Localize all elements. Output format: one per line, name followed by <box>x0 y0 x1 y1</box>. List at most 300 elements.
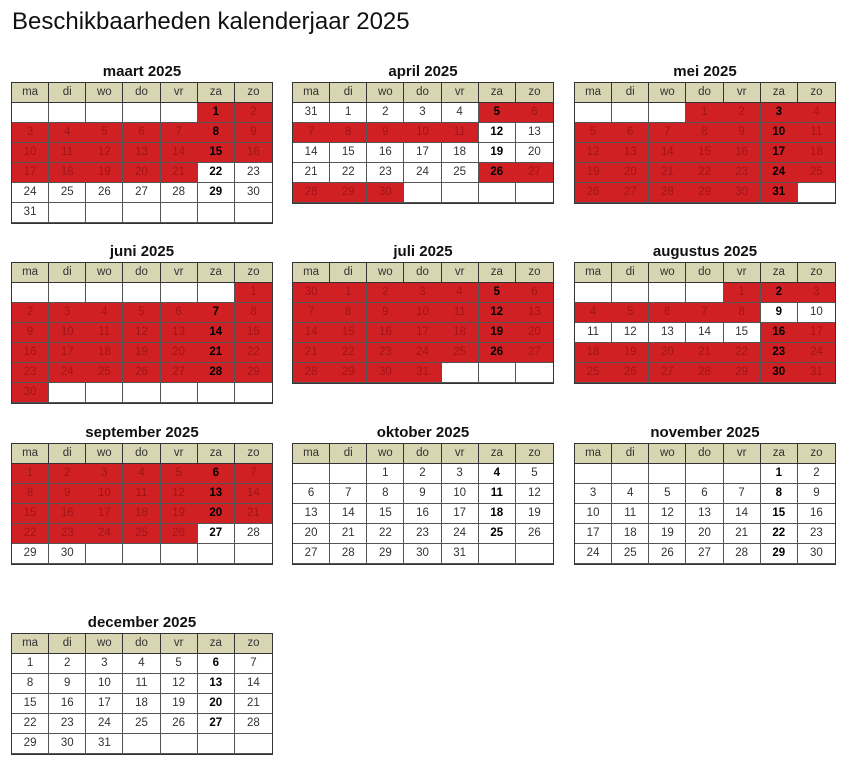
booked-day-cell[interactable]: 26 <box>479 343 516 363</box>
available-day-cell[interactable]: 20 <box>516 143 553 163</box>
available-day-cell[interactable]: 9 <box>404 484 441 504</box>
available-day-cell[interactable]: 26 <box>516 524 553 544</box>
available-day-cell[interactable]: 23 <box>404 524 441 544</box>
available-day-cell[interactable]: 22 <box>367 524 404 544</box>
booked-day-cell[interactable]: 5 <box>161 464 198 484</box>
available-day-cell[interactable]: 31 <box>12 203 49 223</box>
booked-day-cell[interactable]: 20 <box>612 163 649 183</box>
booked-day-cell[interactable]: 22 <box>12 524 49 544</box>
available-day-cell[interactable]: 8 <box>367 484 404 504</box>
available-day-cell[interactable]: 30 <box>49 734 86 754</box>
available-day-cell[interactable]: 29 <box>367 544 404 564</box>
booked-day-cell[interactable]: 11 <box>86 323 123 343</box>
available-day-cell[interactable]: 17 <box>86 694 123 714</box>
available-day-cell[interactable]: 18 <box>123 694 160 714</box>
booked-day-cell[interactable]: 7 <box>649 123 686 143</box>
booked-day-cell[interactable]: 7 <box>686 303 723 323</box>
booked-day-cell[interactable]: 8 <box>198 123 235 143</box>
available-day-cell[interactable]: 4 <box>612 484 649 504</box>
booked-day-cell[interactable]: 22 <box>330 343 367 363</box>
booked-day-cell[interactable]: 15 <box>235 323 272 343</box>
available-day-cell[interactable]: 21 <box>724 524 761 544</box>
available-day-cell[interactable]: 21 <box>235 694 272 714</box>
available-day-cell[interactable]: 13 <box>686 504 723 524</box>
available-day-cell[interactable]: 15 <box>367 504 404 524</box>
booked-day-cell[interactable]: 12 <box>575 143 612 163</box>
available-day-cell[interactable]: 25 <box>442 163 479 183</box>
available-day-cell[interactable]: 25 <box>479 524 516 544</box>
available-day-cell[interactable]: 11 <box>123 674 160 694</box>
available-day-cell[interactable]: 9 <box>798 484 835 504</box>
booked-day-cell[interactable]: 6 <box>516 103 553 123</box>
available-day-cell[interactable]: 10 <box>442 484 479 504</box>
booked-day-cell[interactable]: 17 <box>798 323 835 343</box>
booked-day-cell[interactable]: 15 <box>198 143 235 163</box>
booked-day-cell[interactable]: 18 <box>123 504 160 524</box>
booked-day-cell[interactable]: 9 <box>12 323 49 343</box>
booked-day-cell[interactable]: 6 <box>123 123 160 143</box>
booked-day-cell[interactable]: 16 <box>761 323 798 343</box>
booked-day-cell[interactable]: 3 <box>86 464 123 484</box>
booked-day-cell[interactable]: 13 <box>123 143 160 163</box>
booked-day-cell[interactable]: 12 <box>123 323 160 343</box>
booked-day-cell[interactable]: 21 <box>686 343 723 363</box>
booked-day-cell[interactable]: 19 <box>86 163 123 183</box>
available-day-cell[interactable]: 23 <box>798 524 835 544</box>
available-day-cell[interactable]: 15 <box>761 504 798 524</box>
booked-day-cell[interactable]: 3 <box>761 103 798 123</box>
available-day-cell[interactable]: 9 <box>761 303 798 323</box>
booked-day-cell[interactable]: 13 <box>516 303 553 323</box>
booked-day-cell[interactable]: 31 <box>761 183 798 203</box>
booked-day-cell[interactable]: 27 <box>516 343 553 363</box>
booked-day-cell[interactable]: 18 <box>575 343 612 363</box>
available-day-cell[interactable]: 3 <box>86 654 123 674</box>
available-day-cell[interactable]: 19 <box>479 143 516 163</box>
booked-day-cell[interactable]: 26 <box>161 524 198 544</box>
booked-day-cell[interactable]: 24 <box>798 343 835 363</box>
available-day-cell[interactable]: 18 <box>479 504 516 524</box>
booked-day-cell[interactable]: 4 <box>442 283 479 303</box>
booked-day-cell[interactable]: 15 <box>12 504 49 524</box>
available-day-cell[interactable]: 25 <box>123 714 160 734</box>
booked-day-cell[interactable]: 10 <box>12 143 49 163</box>
available-day-cell[interactable]: 18 <box>612 524 649 544</box>
booked-day-cell[interactable]: 4 <box>49 123 86 143</box>
available-day-cell[interactable]: 13 <box>649 323 686 343</box>
available-day-cell[interactable]: 7 <box>330 484 367 504</box>
available-day-cell[interactable]: 4 <box>123 654 160 674</box>
available-day-cell[interactable]: 16 <box>404 504 441 524</box>
booked-day-cell[interactable]: 28 <box>293 183 330 203</box>
booked-day-cell[interactable]: 25 <box>798 163 835 183</box>
booked-day-cell[interactable]: 4 <box>86 303 123 323</box>
available-day-cell[interactable]: 28 <box>724 544 761 564</box>
booked-day-cell[interactable]: 21 <box>293 343 330 363</box>
booked-day-cell[interactable]: 27 <box>516 163 553 183</box>
booked-day-cell[interactable]: 14 <box>161 143 198 163</box>
available-day-cell[interactable]: 26 <box>86 183 123 203</box>
booked-day-cell[interactable]: 21 <box>198 343 235 363</box>
available-day-cell[interactable]: 10 <box>575 504 612 524</box>
booked-day-cell[interactable]: 10 <box>49 323 86 343</box>
available-day-cell[interactable]: 6 <box>198 654 235 674</box>
available-day-cell[interactable]: 21 <box>293 163 330 183</box>
available-day-cell[interactable]: 25 <box>612 544 649 564</box>
booked-day-cell[interactable]: 23 <box>49 524 86 544</box>
booked-day-cell[interactable]: 2 <box>12 303 49 323</box>
available-day-cell[interactable]: 12 <box>612 323 649 343</box>
available-day-cell[interactable]: 24 <box>404 163 441 183</box>
booked-day-cell[interactable]: 20 <box>198 504 235 524</box>
booked-day-cell[interactable]: 5 <box>479 283 516 303</box>
booked-day-cell[interactable]: 3 <box>404 283 441 303</box>
booked-day-cell[interactable]: 9 <box>235 123 272 143</box>
booked-day-cell[interactable]: 13 <box>161 323 198 343</box>
booked-day-cell[interactable]: 17 <box>761 143 798 163</box>
available-day-cell[interactable]: 14 <box>724 504 761 524</box>
available-day-cell[interactable]: 1 <box>367 464 404 484</box>
available-day-cell[interactable]: 23 <box>367 163 404 183</box>
available-day-cell[interactable]: 22 <box>330 163 367 183</box>
booked-day-cell[interactable]: 3 <box>49 303 86 323</box>
available-day-cell[interactable]: 28 <box>330 544 367 564</box>
booked-day-cell[interactable]: 13 <box>198 484 235 504</box>
available-day-cell[interactable]: 22 <box>198 163 235 183</box>
booked-day-cell[interactable]: 8 <box>12 484 49 504</box>
booked-day-cell[interactable]: 16 <box>49 504 86 524</box>
booked-day-cell[interactable]: 14 <box>198 323 235 343</box>
booked-day-cell[interactable]: 14 <box>293 323 330 343</box>
booked-day-cell[interactable]: 18 <box>86 343 123 363</box>
booked-day-cell[interactable]: 25 <box>86 363 123 383</box>
booked-day-cell[interactable]: 16 <box>724 143 761 163</box>
booked-day-cell[interactable]: 15 <box>330 323 367 343</box>
booked-day-cell[interactable]: 11 <box>442 123 479 143</box>
available-day-cell[interactable]: 26 <box>649 544 686 564</box>
booked-day-cell[interactable]: 18 <box>798 143 835 163</box>
booked-day-cell[interactable]: 21 <box>235 504 272 524</box>
booked-day-cell[interactable]: 15 <box>686 143 723 163</box>
booked-day-cell[interactable]: 12 <box>86 143 123 163</box>
available-day-cell[interactable]: 26 <box>161 714 198 734</box>
available-day-cell[interactable]: 9 <box>49 674 86 694</box>
booked-day-cell[interactable]: 25 <box>442 343 479 363</box>
booked-day-cell[interactable]: 19 <box>123 343 160 363</box>
booked-day-cell[interactable]: 1 <box>330 283 367 303</box>
booked-day-cell[interactable]: 1 <box>686 103 723 123</box>
booked-day-cell[interactable]: 17 <box>49 343 86 363</box>
available-day-cell[interactable]: 19 <box>516 504 553 524</box>
booked-day-cell[interactable]: 6 <box>516 283 553 303</box>
booked-day-cell[interactable]: 19 <box>479 323 516 343</box>
booked-day-cell[interactable]: 21 <box>649 163 686 183</box>
available-day-cell[interactable]: 24 <box>86 714 123 734</box>
available-day-cell[interactable]: 5 <box>161 654 198 674</box>
booked-day-cell[interactable]: 5 <box>86 123 123 143</box>
booked-day-cell[interactable]: 16 <box>367 323 404 343</box>
available-day-cell[interactable]: 17 <box>404 143 441 163</box>
available-day-cell[interactable]: 27 <box>686 544 723 564</box>
available-day-cell[interactable]: 8 <box>761 484 798 504</box>
booked-day-cell[interactable]: 27 <box>612 183 649 203</box>
available-day-cell[interactable]: 14 <box>686 323 723 343</box>
available-day-cell[interactable]: 20 <box>198 694 235 714</box>
booked-day-cell[interactable]: 1 <box>12 464 49 484</box>
booked-day-cell[interactable]: 2 <box>761 283 798 303</box>
booked-day-cell[interactable]: 5 <box>123 303 160 323</box>
booked-day-cell[interactable]: 8 <box>724 303 761 323</box>
available-day-cell[interactable]: 30 <box>798 544 835 564</box>
booked-day-cell[interactable]: 6 <box>161 303 198 323</box>
booked-day-cell[interactable]: 5 <box>575 123 612 143</box>
booked-day-cell[interactable]: 23 <box>724 163 761 183</box>
available-day-cell[interactable]: 10 <box>86 674 123 694</box>
booked-day-cell[interactable]: 17 <box>12 163 49 183</box>
booked-day-cell[interactable]: 10 <box>761 123 798 143</box>
booked-day-cell[interactable]: 8 <box>235 303 272 323</box>
available-day-cell[interactable]: 11 <box>612 504 649 524</box>
booked-day-cell[interactable]: 28 <box>686 363 723 383</box>
booked-day-cell[interactable]: 29 <box>235 363 272 383</box>
booked-day-cell[interactable]: 17 <box>86 504 123 524</box>
booked-day-cell[interactable]: 13 <box>612 143 649 163</box>
booked-day-cell[interactable]: 24 <box>761 163 798 183</box>
available-day-cell[interactable]: 22 <box>12 714 49 734</box>
available-day-cell[interactable]: 18 <box>442 143 479 163</box>
available-day-cell[interactable]: 30 <box>404 544 441 564</box>
available-day-cell[interactable]: 1 <box>12 654 49 674</box>
available-day-cell[interactable]: 28 <box>235 714 272 734</box>
booked-day-cell[interactable]: 10 <box>86 484 123 504</box>
available-day-cell[interactable]: 29 <box>12 544 49 564</box>
booked-day-cell[interactable]: 12 <box>161 484 198 504</box>
available-day-cell[interactable]: 12 <box>479 123 516 143</box>
available-day-cell[interactable]: 4 <box>479 464 516 484</box>
booked-day-cell[interactable]: 28 <box>198 363 235 383</box>
available-day-cell[interactable]: 21 <box>330 524 367 544</box>
booked-day-cell[interactable]: 31 <box>798 363 835 383</box>
available-day-cell[interactable]: 8 <box>12 674 49 694</box>
booked-day-cell[interactable]: 1 <box>235 283 272 303</box>
available-day-cell[interactable]: 14 <box>330 504 367 524</box>
available-day-cell[interactable]: 6 <box>293 484 330 504</box>
booked-day-cell[interactable]: 9 <box>724 123 761 143</box>
available-day-cell[interactable]: 28 <box>161 183 198 203</box>
booked-day-cell[interactable]: 7 <box>293 123 330 143</box>
booked-day-cell[interactable]: 8 <box>330 303 367 323</box>
available-day-cell[interactable]: 13 <box>293 504 330 524</box>
booked-day-cell[interactable]: 25 <box>575 363 612 383</box>
available-day-cell[interactable]: 7 <box>235 654 272 674</box>
available-day-cell[interactable]: 19 <box>649 524 686 544</box>
available-day-cell[interactable]: 28 <box>235 524 272 544</box>
available-day-cell[interactable]: 5 <box>516 464 553 484</box>
available-day-cell[interactable]: 3 <box>404 103 441 123</box>
available-day-cell[interactable]: 12 <box>516 484 553 504</box>
booked-day-cell[interactable]: 23 <box>367 343 404 363</box>
booked-day-cell[interactable]: 5 <box>479 103 516 123</box>
booked-day-cell[interactable]: 28 <box>649 183 686 203</box>
booked-day-cell[interactable]: 24 <box>404 343 441 363</box>
booked-day-cell[interactable]: 20 <box>161 343 198 363</box>
booked-day-cell[interactable]: 7 <box>235 464 272 484</box>
booked-day-cell[interactable]: 27 <box>161 363 198 383</box>
booked-day-cell[interactable]: 30 <box>12 383 49 403</box>
available-day-cell[interactable]: 6 <box>686 484 723 504</box>
available-day-cell[interactable]: 3 <box>575 484 612 504</box>
available-day-cell[interactable]: 12 <box>649 504 686 524</box>
available-day-cell[interactable]: 27 <box>198 714 235 734</box>
booked-day-cell[interactable]: 3 <box>798 283 835 303</box>
booked-day-cell[interactable]: 4 <box>575 303 612 323</box>
booked-day-cell[interactable]: 26 <box>612 363 649 383</box>
booked-day-cell[interactable]: 11 <box>49 143 86 163</box>
booked-day-cell[interactable]: 20 <box>123 163 160 183</box>
booked-day-cell[interactable]: 8 <box>330 123 367 143</box>
booked-day-cell[interactable]: 20 <box>649 343 686 363</box>
booked-day-cell[interactable]: 9 <box>367 123 404 143</box>
booked-day-cell[interactable]: 6 <box>198 464 235 484</box>
available-day-cell[interactable]: 16 <box>367 143 404 163</box>
booked-day-cell[interactable]: 31 <box>404 363 441 383</box>
available-day-cell[interactable]: 31 <box>86 734 123 754</box>
booked-day-cell[interactable]: 2 <box>49 464 86 484</box>
booked-day-cell[interactable]: 26 <box>575 183 612 203</box>
booked-day-cell[interactable]: 29 <box>330 363 367 383</box>
booked-day-cell[interactable]: 18 <box>442 323 479 343</box>
available-day-cell[interactable]: 2 <box>404 464 441 484</box>
booked-day-cell[interactable]: 21 <box>161 163 198 183</box>
available-day-cell[interactable]: 31 <box>442 544 479 564</box>
available-day-cell[interactable]: 1 <box>330 103 367 123</box>
booked-day-cell[interactable]: 8 <box>686 123 723 143</box>
available-day-cell[interactable]: 4 <box>442 103 479 123</box>
booked-day-cell[interactable]: 14 <box>649 143 686 163</box>
available-day-cell[interactable]: 13 <box>516 123 553 143</box>
available-day-cell[interactable]: 31 <box>293 103 330 123</box>
booked-day-cell[interactable]: 24 <box>49 363 86 383</box>
available-day-cell[interactable]: 23 <box>235 163 272 183</box>
available-day-cell[interactable]: 24 <box>12 183 49 203</box>
booked-day-cell[interactable]: 18 <box>49 163 86 183</box>
available-day-cell[interactable]: 12 <box>161 674 198 694</box>
booked-day-cell[interactable]: 6 <box>649 303 686 323</box>
available-day-cell[interactable]: 13 <box>198 674 235 694</box>
booked-day-cell[interactable]: 7 <box>198 303 235 323</box>
booked-day-cell[interactable]: 1 <box>724 283 761 303</box>
available-day-cell[interactable]: 29 <box>12 734 49 754</box>
booked-day-cell[interactable]: 19 <box>612 343 649 363</box>
available-day-cell[interactable]: 15 <box>724 323 761 343</box>
booked-day-cell[interactable]: 2 <box>235 103 272 123</box>
available-day-cell[interactable]: 3 <box>442 464 479 484</box>
booked-day-cell[interactable]: 11 <box>123 484 160 504</box>
booked-day-cell[interactable]: 26 <box>123 363 160 383</box>
available-day-cell[interactable]: 27 <box>198 524 235 544</box>
booked-day-cell[interactable]: 23 <box>761 343 798 363</box>
booked-day-cell[interactable]: 6 <box>612 123 649 143</box>
booked-day-cell[interactable]: 30 <box>367 183 404 203</box>
available-day-cell[interactable]: 1 <box>761 464 798 484</box>
available-day-cell[interactable]: 2 <box>367 103 404 123</box>
available-day-cell[interactable]: 20 <box>686 524 723 544</box>
available-day-cell[interactable]: 24 <box>442 524 479 544</box>
available-day-cell[interactable]: 10 <box>798 303 835 323</box>
booked-day-cell[interactable]: 26 <box>479 163 516 183</box>
booked-day-cell[interactable]: 30 <box>724 183 761 203</box>
booked-day-cell[interactable]: 30 <box>293 283 330 303</box>
booked-day-cell[interactable]: 30 <box>761 363 798 383</box>
booked-day-cell[interactable]: 29 <box>724 363 761 383</box>
booked-day-cell[interactable]: 19 <box>161 504 198 524</box>
booked-day-cell[interactable]: 9 <box>367 303 404 323</box>
available-day-cell[interactable]: 15 <box>12 694 49 714</box>
booked-day-cell[interactable]: 10 <box>404 123 441 143</box>
booked-day-cell[interactable]: 23 <box>12 363 49 383</box>
available-day-cell[interactable]: 2 <box>798 464 835 484</box>
booked-day-cell[interactable]: 3 <box>12 123 49 143</box>
booked-day-cell[interactable]: 29 <box>330 183 367 203</box>
booked-day-cell[interactable]: 14 <box>235 484 272 504</box>
booked-day-cell[interactable]: 16 <box>235 143 272 163</box>
booked-day-cell[interactable]: 4 <box>798 103 835 123</box>
available-day-cell[interactable]: 30 <box>235 183 272 203</box>
booked-day-cell[interactable]: 1 <box>198 103 235 123</box>
booked-day-cell[interactable]: 27 <box>649 363 686 383</box>
available-day-cell[interactable]: 15 <box>330 143 367 163</box>
available-day-cell[interactable]: 16 <box>49 694 86 714</box>
booked-day-cell[interactable]: 28 <box>293 363 330 383</box>
booked-day-cell[interactable]: 22 <box>724 343 761 363</box>
booked-day-cell[interactable]: 10 <box>404 303 441 323</box>
booked-day-cell[interactable]: 25 <box>123 524 160 544</box>
booked-day-cell[interactable]: 2 <box>367 283 404 303</box>
available-day-cell[interactable]: 19 <box>161 694 198 714</box>
booked-day-cell[interactable]: 17 <box>404 323 441 343</box>
available-day-cell[interactable]: 17 <box>575 524 612 544</box>
booked-day-cell[interactable]: 11 <box>798 123 835 143</box>
booked-day-cell[interactable]: 12 <box>479 303 516 323</box>
booked-day-cell[interactable]: 4 <box>123 464 160 484</box>
available-day-cell[interactable]: 17 <box>442 504 479 524</box>
available-day-cell[interactable]: 24 <box>575 544 612 564</box>
booked-day-cell[interactable]: 16 <box>12 343 49 363</box>
available-day-cell[interactable]: 23 <box>49 714 86 734</box>
booked-day-cell[interactable]: 22 <box>686 163 723 183</box>
available-day-cell[interactable]: 22 <box>761 524 798 544</box>
available-day-cell[interactable]: 14 <box>293 143 330 163</box>
available-day-cell[interactable]: 29 <box>198 183 235 203</box>
available-day-cell[interactable]: 11 <box>575 323 612 343</box>
booked-day-cell[interactable]: 22 <box>235 343 272 363</box>
available-day-cell[interactable]: 30 <box>49 544 86 564</box>
booked-day-cell[interactable]: 30 <box>367 363 404 383</box>
booked-day-cell[interactable]: 11 <box>442 303 479 323</box>
available-day-cell[interactable]: 7 <box>724 484 761 504</box>
booked-day-cell[interactable]: 7 <box>293 303 330 323</box>
available-day-cell[interactable]: 29 <box>761 544 798 564</box>
available-day-cell[interactable]: 27 <box>123 183 160 203</box>
booked-day-cell[interactable]: 7 <box>161 123 198 143</box>
booked-day-cell[interactable]: 5 <box>612 303 649 323</box>
available-day-cell[interactable]: 25 <box>49 183 86 203</box>
booked-day-cell[interactable]: 24 <box>86 524 123 544</box>
available-day-cell[interactable]: 11 <box>479 484 516 504</box>
available-day-cell[interactable]: 27 <box>293 544 330 564</box>
available-day-cell[interactable]: 14 <box>235 674 272 694</box>
available-day-cell[interactable]: 16 <box>798 504 835 524</box>
